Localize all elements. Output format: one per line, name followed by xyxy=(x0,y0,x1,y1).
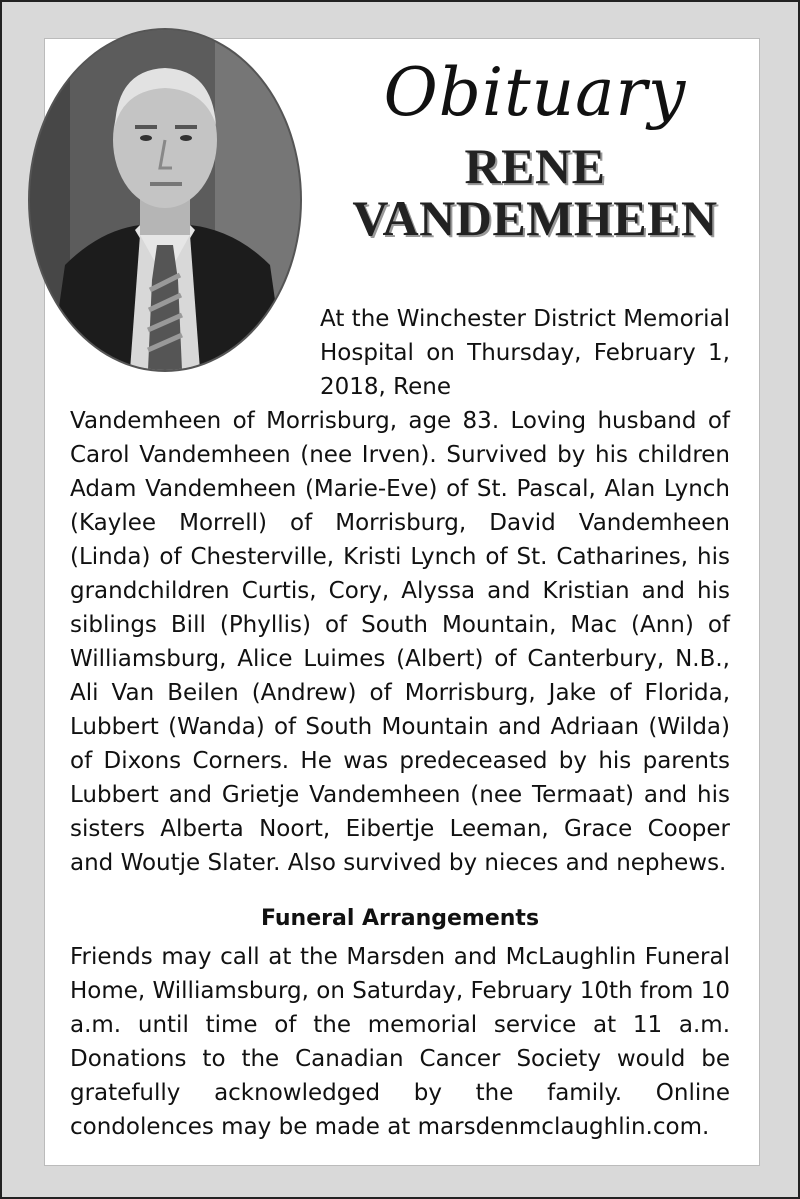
obituary-body: Vandemheen of Morrisburg, age 83. Loving husband of Carol Vandemheen (nee Irven). Survived by his children Adam Vandemheen (Marie-Eve) of St. Pascal, Alan Lynch (Kaylee Morrell) of Morrisburg, David Vandemheen (Linda) of Chesterville, Kristi Lynch of St. Catharines, his grandchildren Curtis, Cory, Alyssa and Kristian and his siblings Bill (Phyllis) of South Mountain, Mac (Ann) of Williamsburg, Alice Luimes (Albert) of Canterbury, N.B., Ali Van Beilen (Andrew) of Morrisburg, Jake of Florida, Lubbert (Wanda) of South Mountain and Adriaan (Wilda) of Dixons Corners. He was predeceased by his parents Lubbert and Grietje Vandemheen (nee Termaat) and his sisters Alberta Noort, Eibertje Leeman, Grace Cooper and Woutje Slater. Also survived by nieces and nephews. xyxy=(70,408,730,876)
obituary-intro: At the Winchester District Memorial Hospital on Thursday, February 1, 2018, Rene xyxy=(320,306,730,400)
portrait-illustration xyxy=(30,30,300,370)
funeral-arrangements-heading: Funeral Arrangements xyxy=(260,906,540,931)
deceased-last-name: VANDEMHEEN xyxy=(352,190,718,246)
obituary-heading xyxy=(320,54,750,246)
deceased-first-name: RENE xyxy=(464,138,606,194)
obituary-title: Obituary xyxy=(383,54,687,131)
portrait-photo xyxy=(28,28,302,372)
funeral-arrangements-text: Friends may call at the Marsden and McLaughlin Funeral Home, Williamsburg, on Saturday, February 10th from 10 a.m. until time of the memorial service at 11 a.m. Donations to the Canadian Cancer Society would be gratefully acknowledged by the family. Online condolences may be made at marsdenmclaughlin.com. xyxy=(70,944,731,1140)
